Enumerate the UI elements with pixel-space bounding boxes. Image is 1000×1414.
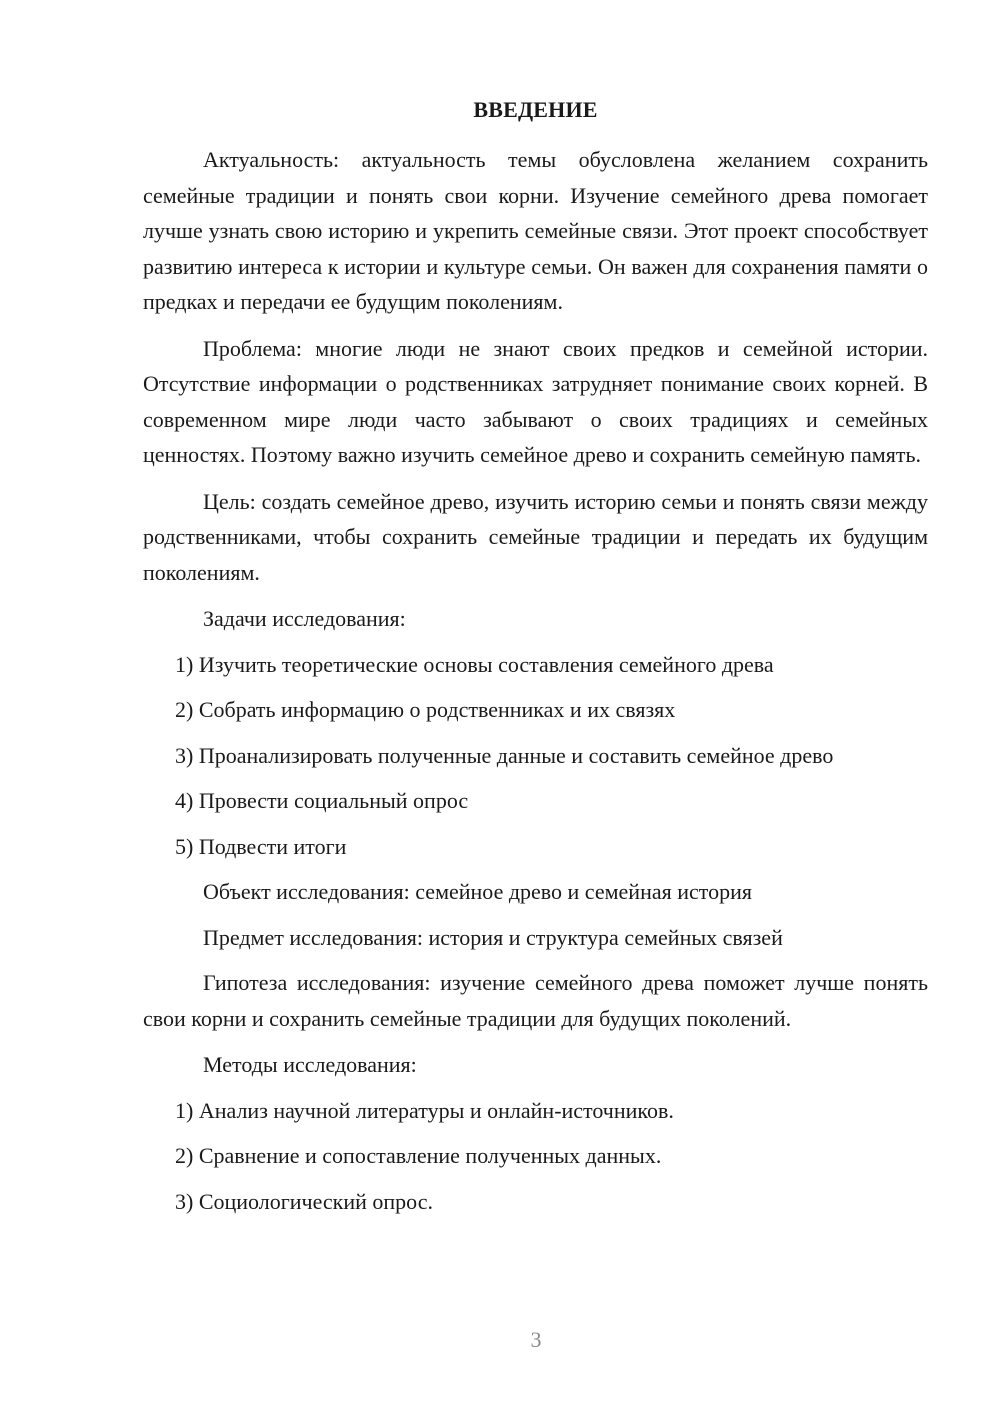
list-item: 1) Анализ научной литературы и онлайн-источников. bbox=[175, 1097, 674, 1123]
page-content bbox=[143, 92, 928, 1229]
list-item: 5) Подвести итоги bbox=[175, 833, 347, 859]
list-item: 1) Изучить теоретические основы составления семейного древа bbox=[175, 651, 774, 677]
list-item: 3) Социологический опрос. bbox=[175, 1188, 433, 1214]
section-heading: ВВЕДЕНИЕ bbox=[473, 97, 598, 122]
hypothesis-paragraph: Гипотеза исследования: изучение семейного древа поможет лучше понять свои корни и сохранить семейные традиции для будущих поколений. bbox=[143, 970, 928, 1031]
list-item: 2) Сравнение и сопоставление полученных данных. bbox=[175, 1143, 662, 1168]
goal-paragraph: Цель: создать семейное древо, изучить историю семьи и понять связи между родственниками, чтобы сохранить семейные традиции и передать их будущим поколениям. bbox=[143, 488, 928, 585]
methods-label: Методы исследования: bbox=[203, 1052, 417, 1077]
subject-line: Предмет исследования: история и структура семейных связей bbox=[203, 924, 783, 950]
list-item: 3) Проанализировать полученные данные и составить семейное древо bbox=[175, 742, 834, 768]
page-number: 3 bbox=[530, 1327, 542, 1352]
relevance-paragraph: Актуальность: актуальность темы обусловлена желанием сохранить семейные традиции и понять свои корни. Изучение семейного древа помогает лучше узнать свою историю и укрепить семейные связи. Этот проект способствует развитию интереса к истории и культуре семьи. Он важен для сохранения памяти о предках и передачи ее будущим поколениям. bbox=[143, 147, 928, 314]
tasks-list bbox=[143, 647, 928, 865]
problem-paragraph: Проблема: многие люди не знают своих предков и семейной истории. Отсутствие информации о родственниках затрудняет понимание своих корней. В современном мире люди часто забывают о своих традициях и семейных ценностях. Поэтому важно изучить семейное древо и сохранить семейную память. bbox=[143, 335, 928, 467]
list-item: 2) Собрать информацию о родственниках и их связях bbox=[175, 697, 676, 722]
tasks-label: Задачи исследования: bbox=[203, 606, 406, 631]
methods-list bbox=[143, 1093, 928, 1220]
object-line: Объект исследования: семейное древо и семейная история bbox=[203, 879, 752, 904]
list-item: 4) Провести социальный опрос bbox=[175, 788, 469, 813]
